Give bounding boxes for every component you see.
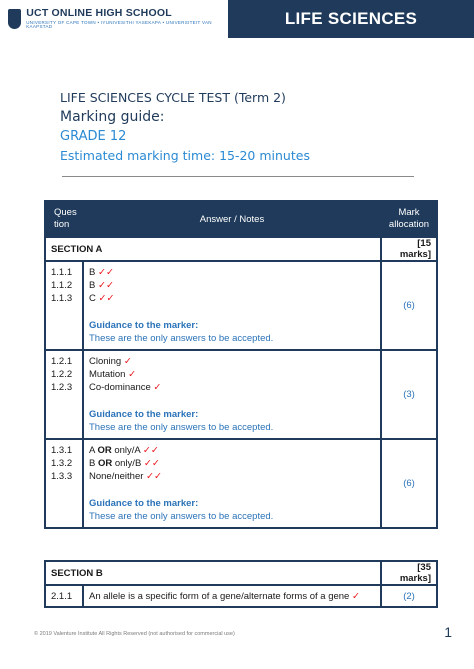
section-a-label: SECTION A xyxy=(45,237,381,261)
answer-cell: A OR only/A ✓✓ B OR only/B ✓✓ None/neither ✓✓ Guidance to the marker: These are the only answers to be accepted. xyxy=(83,439,381,528)
answer-cell: An allele is a specific form of a gene/alternate forms of a gene ✓ xyxy=(83,585,381,607)
guidance-text: These are the only answers to be accepted. xyxy=(89,333,274,344)
school-name: UCT ONLINE HIGH SCHOOL xyxy=(26,7,172,20)
mark-value: (6) xyxy=(381,261,437,350)
section-b-marks: [35 marks] xyxy=(381,561,437,585)
table-row xyxy=(45,350,437,439)
tick-icon: ✓ xyxy=(351,590,360,602)
tick-icon: ✓✓ xyxy=(146,471,162,482)
subject-banner: LIFE SCIENCES xyxy=(228,0,474,38)
question-column-header: Ques tion xyxy=(45,201,83,237)
question-number: 2.1.1 xyxy=(45,585,83,607)
tick-icon: ✓✓ xyxy=(98,293,115,304)
question-numbers: 1.1.1 1.1.2 1.1.3 xyxy=(45,261,83,350)
tick-icon: ✓ xyxy=(153,382,162,393)
table-row xyxy=(45,261,437,350)
school-subtitle: UNIVERSITY OF CAPE TOWN • IYUNIVESITHI YASEKAPA • UNIVERSITEIT VAN KAAPSTAD xyxy=(26,19,212,30)
tick-icon: ✓ xyxy=(128,369,137,380)
document-title-block xyxy=(60,90,420,163)
title-divider xyxy=(62,176,414,177)
grade-label: GRADE 12 xyxy=(60,129,127,144)
marking-guide-label: Marking guide: xyxy=(60,109,165,125)
copyright-footer: © 2019 Valenture Institute All Rights Reserved (not authorised for commercial use) xyxy=(34,631,235,637)
answer-cell: Cloning ✓ Mutation ✓ Co-dominance ✓ Guidance to the marker: These are the only answers to be accepted. xyxy=(83,350,381,439)
table-header-row xyxy=(45,201,437,237)
mark-value: (6) xyxy=(381,439,437,528)
guidance-title: Guidance to the marker: xyxy=(89,409,199,420)
answer-cell: B ✓✓ B ✓✓ C ✓✓ Guidance to the marker: These are the only answers to be accepted. xyxy=(83,261,381,350)
mark-column-header: Mark allocation xyxy=(381,201,437,237)
tick-icon: ✓✓ xyxy=(143,458,160,469)
guidance-title: Guidance to the marker: xyxy=(89,320,199,331)
mark-value: (2) xyxy=(381,585,437,607)
tick-icon: ✓✓ xyxy=(97,267,114,278)
answer-column-header: Answer / Notes xyxy=(83,201,381,237)
page-header xyxy=(0,0,474,38)
tick-icon: ✓✓ xyxy=(97,280,114,291)
tick-icon: ✓ xyxy=(123,356,132,367)
question-numbers: 1.3.1 1.3.2 1.3.3 xyxy=(45,439,83,528)
table-row xyxy=(45,585,437,607)
section-b-label: SECTION B xyxy=(45,561,381,585)
section-a-marks: [15 marks] xyxy=(381,237,437,261)
school-logo xyxy=(0,0,228,38)
test-title: LIFE SCIENCES CYCLE TEST (Term 2) xyxy=(60,90,286,105)
section-a-table xyxy=(44,200,438,529)
table-row xyxy=(45,439,437,528)
tick-icon: ✓✓ xyxy=(142,445,159,456)
guidance-title: Guidance to the marker: xyxy=(89,498,199,509)
section-a-row xyxy=(45,237,437,261)
page-number: 1 xyxy=(444,624,452,640)
guidance-text: These are the only answers to be accepted. xyxy=(89,511,274,522)
marking-time: Estimated marking time: 15-20 minutes xyxy=(60,148,310,163)
shield-icon xyxy=(8,9,21,29)
section-b-table xyxy=(44,560,438,608)
question-numbers: 1.2.1 1.2.2 1.2.3 xyxy=(45,350,83,439)
section-b-row xyxy=(45,561,437,585)
guidance-text: These are the only answers to be accepted. xyxy=(89,422,274,433)
mark-value: (3) xyxy=(381,350,437,439)
